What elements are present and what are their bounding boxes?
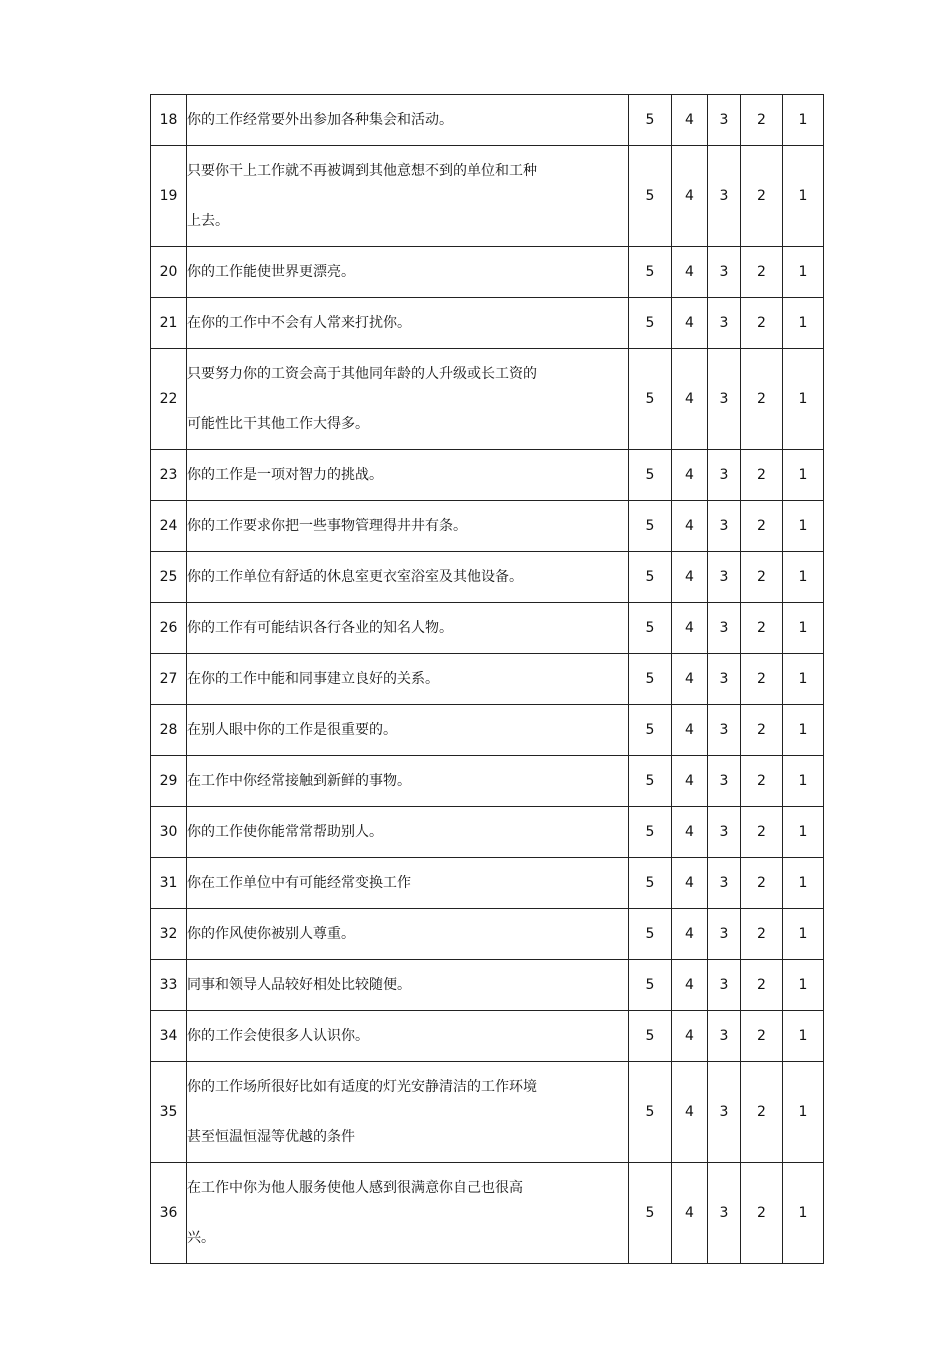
score-option[interactable]: 4 <box>672 1163 708 1264</box>
table-row <box>151 1062 824 1163</box>
score-option[interactable]: 4 <box>672 1062 708 1163</box>
question-number: 24 <box>151 501 187 552</box>
question-line: 在工作中你为他人服务使他人感到很满意你自己也很高 <box>187 1180 523 1196</box>
score-option[interactable]: 5 <box>629 603 672 654</box>
score-option[interactable]: 2 <box>741 654 783 705</box>
question-number: 18 <box>151 95 187 146</box>
question-number: 31 <box>151 858 187 909</box>
score-option[interactable]: 1 <box>783 501 824 552</box>
table-row <box>151 909 824 960</box>
question-line: 在你的工作中能和同事建立良好的关系。 <box>187 671 439 687</box>
score-option[interactable]: 1 <box>783 705 824 756</box>
table-row <box>151 1011 824 1062</box>
score-option[interactable]: 5 <box>629 450 672 501</box>
score-option[interactable]: 4 <box>672 298 708 349</box>
question-text <box>187 1011 629 1062</box>
question-line: 兴。 <box>187 1230 215 1246</box>
score-option[interactable]: 2 <box>741 146 783 247</box>
score-option[interactable]: 5 <box>629 95 672 146</box>
question-text <box>187 654 629 705</box>
question-text <box>187 349 629 450</box>
score-option[interactable]: 3 <box>708 705 741 756</box>
score-option[interactable]: 3 <box>708 858 741 909</box>
question-text <box>187 501 629 552</box>
score-option[interactable]: 1 <box>783 552 824 603</box>
score-option[interactable]: 5 <box>629 858 672 909</box>
table-row <box>151 705 824 756</box>
question-line: 你的工作使你能常常帮助别人。 <box>187 824 383 840</box>
score-option[interactable]: 3 <box>708 1163 741 1264</box>
score-option[interactable]: 2 <box>741 807 783 858</box>
table-row <box>151 807 824 858</box>
score-option[interactable]: 5 <box>629 807 672 858</box>
table-row <box>151 146 824 247</box>
score-option[interactable]: 3 <box>708 95 741 146</box>
score-option[interactable]: 5 <box>629 654 672 705</box>
question-number: 29 <box>151 756 187 807</box>
question-text <box>187 95 629 146</box>
score-option[interactable]: 5 <box>629 501 672 552</box>
question-text <box>187 807 629 858</box>
question-text <box>187 247 629 298</box>
score-option[interactable]: 4 <box>672 1011 708 1062</box>
score-option[interactable]: 3 <box>708 756 741 807</box>
score-option[interactable]: 3 <box>708 1011 741 1062</box>
score-option[interactable]: 4 <box>672 807 708 858</box>
score-option[interactable]: 4 <box>672 552 708 603</box>
score-option[interactable]: 4 <box>672 654 708 705</box>
question-line: 你的工作单位有舒适的休息室更衣室浴室及其他设备。 <box>187 569 523 585</box>
question-line: 只要努力你的工资会高于其他同年龄的人升级或长工资的 <box>187 366 537 382</box>
score-option[interactable]: 4 <box>672 756 708 807</box>
score-option[interactable]: 3 <box>708 501 741 552</box>
question-number: 23 <box>151 450 187 501</box>
score-option[interactable]: 2 <box>741 501 783 552</box>
table-row <box>151 1163 824 1264</box>
score-option[interactable]: 4 <box>672 146 708 247</box>
question-text <box>187 858 629 909</box>
score-option[interactable]: 2 <box>741 95 783 146</box>
question-text <box>187 1163 629 1264</box>
question-text <box>187 909 629 960</box>
table-row <box>151 858 824 909</box>
table-row <box>151 756 824 807</box>
table-row <box>151 603 824 654</box>
score-option[interactable]: 3 <box>708 807 741 858</box>
table-row <box>151 450 824 501</box>
question-number: 34 <box>151 1011 187 1062</box>
question-number: 25 <box>151 552 187 603</box>
score-option[interactable]: 1 <box>783 95 824 146</box>
score-option[interactable]: 3 <box>708 552 741 603</box>
survey-body <box>151 95 824 1264</box>
score-option[interactable]: 5 <box>629 1011 672 1062</box>
question-line: 可能性比干其他工作大得多。 <box>187 416 369 432</box>
question-number: 19 <box>151 146 187 247</box>
score-option[interactable]: 1 <box>783 349 824 450</box>
question-line: 你的工作经常要外出参加各种集会和活动。 <box>187 112 453 128</box>
score-option[interactable]: 1 <box>783 909 824 960</box>
score-option[interactable]: 2 <box>741 705 783 756</box>
question-line: 你的工作有可能结识各行各业的知名人物。 <box>187 620 453 636</box>
score-option[interactable]: 5 <box>629 756 672 807</box>
question-line: 你的工作是一项对智力的挑战。 <box>187 467 383 483</box>
question-number: 30 <box>151 807 187 858</box>
question-number: 22 <box>151 349 187 450</box>
score-option[interactable]: 5 <box>629 1163 672 1264</box>
score-option[interactable]: 4 <box>672 450 708 501</box>
question-line: 你的工作能使世界更漂亮。 <box>187 264 355 280</box>
question-line: 在工作中你经常接触到新鲜的事物。 <box>187 773 411 789</box>
score-option[interactable]: 5 <box>629 552 672 603</box>
score-option[interactable]: 3 <box>708 298 741 349</box>
score-option[interactable]: 2 <box>741 552 783 603</box>
score-option[interactable]: 4 <box>672 247 708 298</box>
question-line: 你的工作场所很好比如有适度的灯光安静清洁的工作环境 <box>187 1079 537 1095</box>
score-option[interactable]: 3 <box>708 450 741 501</box>
question-number: 32 <box>151 909 187 960</box>
question-number: 21 <box>151 298 187 349</box>
table-row <box>151 654 824 705</box>
score-option[interactable]: 2 <box>741 1011 783 1062</box>
score-option[interactable]: 1 <box>783 858 824 909</box>
question-line: 同事和领导人品较好相处比较随便。 <box>187 977 411 993</box>
score-option[interactable]: 1 <box>783 247 824 298</box>
score-option[interactable]: 2 <box>741 450 783 501</box>
score-option[interactable]: 5 <box>629 960 672 1011</box>
question-number: 36 <box>151 1163 187 1264</box>
score-option[interactable]: 1 <box>783 807 824 858</box>
question-text <box>187 146 629 247</box>
score-option[interactable]: 3 <box>708 146 741 247</box>
score-option[interactable]: 5 <box>629 349 672 450</box>
question-line: 你的工作要求你把一些事物管理得井井有条。 <box>187 518 467 534</box>
question-text <box>187 603 629 654</box>
score-option[interactable]: 4 <box>672 603 708 654</box>
table-row <box>151 247 824 298</box>
score-option[interactable]: 1 <box>783 1163 824 1264</box>
question-number: 26 <box>151 603 187 654</box>
question-text <box>187 552 629 603</box>
question-line: 甚至恒温恒湿等优越的条件 <box>187 1129 355 1145</box>
survey-table <box>150 94 824 1264</box>
question-number: 28 <box>151 705 187 756</box>
question-line: 只要你干上工作就不再被调到其他意想不到的单位和工种 <box>187 163 537 179</box>
score-option[interactable]: 2 <box>741 1062 783 1163</box>
score-option[interactable]: 1 <box>783 960 824 1011</box>
score-option[interactable]: 1 <box>783 603 824 654</box>
score-option[interactable]: 4 <box>672 960 708 1011</box>
question-text <box>187 298 629 349</box>
score-option[interactable]: 3 <box>708 909 741 960</box>
score-option[interactable]: 2 <box>741 247 783 298</box>
score-option[interactable]: 1 <box>783 1062 824 1163</box>
score-option[interactable]: 3 <box>708 654 741 705</box>
question-text <box>187 705 629 756</box>
score-option[interactable]: 1 <box>783 654 824 705</box>
score-option[interactable]: 3 <box>708 603 741 654</box>
score-option[interactable]: 4 <box>672 705 708 756</box>
question-line: 上去。 <box>187 213 229 229</box>
question-text <box>187 960 629 1011</box>
score-option[interactable]: 5 <box>629 146 672 247</box>
score-option[interactable]: 4 <box>672 858 708 909</box>
score-option[interactable]: 2 <box>741 298 783 349</box>
question-number: 20 <box>151 247 187 298</box>
score-option[interactable]: 2 <box>741 909 783 960</box>
score-option[interactable]: 5 <box>629 1062 672 1163</box>
score-option[interactable]: 2 <box>741 960 783 1011</box>
question-line: 你在工作单位中有可能经常变换工作 <box>187 875 411 891</box>
score-option[interactable]: 5 <box>629 909 672 960</box>
score-option[interactable]: 5 <box>629 298 672 349</box>
score-option[interactable]: 4 <box>672 95 708 146</box>
score-option[interactable]: 4 <box>672 501 708 552</box>
table-row <box>151 95 824 146</box>
question-text <box>187 756 629 807</box>
score-option[interactable]: 3 <box>708 960 741 1011</box>
score-option[interactable]: 2 <box>741 1163 783 1264</box>
question-text <box>187 1062 629 1163</box>
question-number: 35 <box>151 1062 187 1163</box>
score-option[interactable]: 2 <box>741 858 783 909</box>
score-option[interactable]: 3 <box>708 349 741 450</box>
score-option[interactable]: 1 <box>783 756 824 807</box>
score-option[interactable]: 5 <box>629 247 672 298</box>
question-number: 27 <box>151 654 187 705</box>
question-number: 33 <box>151 960 187 1011</box>
table-row <box>151 960 824 1011</box>
score-option[interactable]: 2 <box>741 603 783 654</box>
score-option[interactable]: 1 <box>783 298 824 349</box>
table-row <box>151 501 824 552</box>
table-row <box>151 349 824 450</box>
score-option[interactable]: 5 <box>629 705 672 756</box>
question-line: 你的工作会使很多人认识你。 <box>187 1028 369 1044</box>
score-option[interactable]: 1 <box>783 1011 824 1062</box>
score-option[interactable]: 1 <box>783 146 824 247</box>
score-option[interactable]: 1 <box>783 450 824 501</box>
score-option[interactable]: 2 <box>741 349 783 450</box>
score-option[interactable]: 4 <box>672 349 708 450</box>
question-text <box>187 450 629 501</box>
score-option[interactable]: 4 <box>672 909 708 960</box>
score-option[interactable]: 3 <box>708 1062 741 1163</box>
question-line: 你的作风使你被别人尊重。 <box>187 926 355 942</box>
table-row <box>151 552 824 603</box>
question-line: 在别人眼中你的工作是很重要的。 <box>187 722 397 738</box>
score-option[interactable]: 3 <box>708 247 741 298</box>
question-line: 在你的工作中不会有人常来打扰你。 <box>187 315 411 331</box>
score-option[interactable]: 2 <box>741 756 783 807</box>
table-row <box>151 298 824 349</box>
